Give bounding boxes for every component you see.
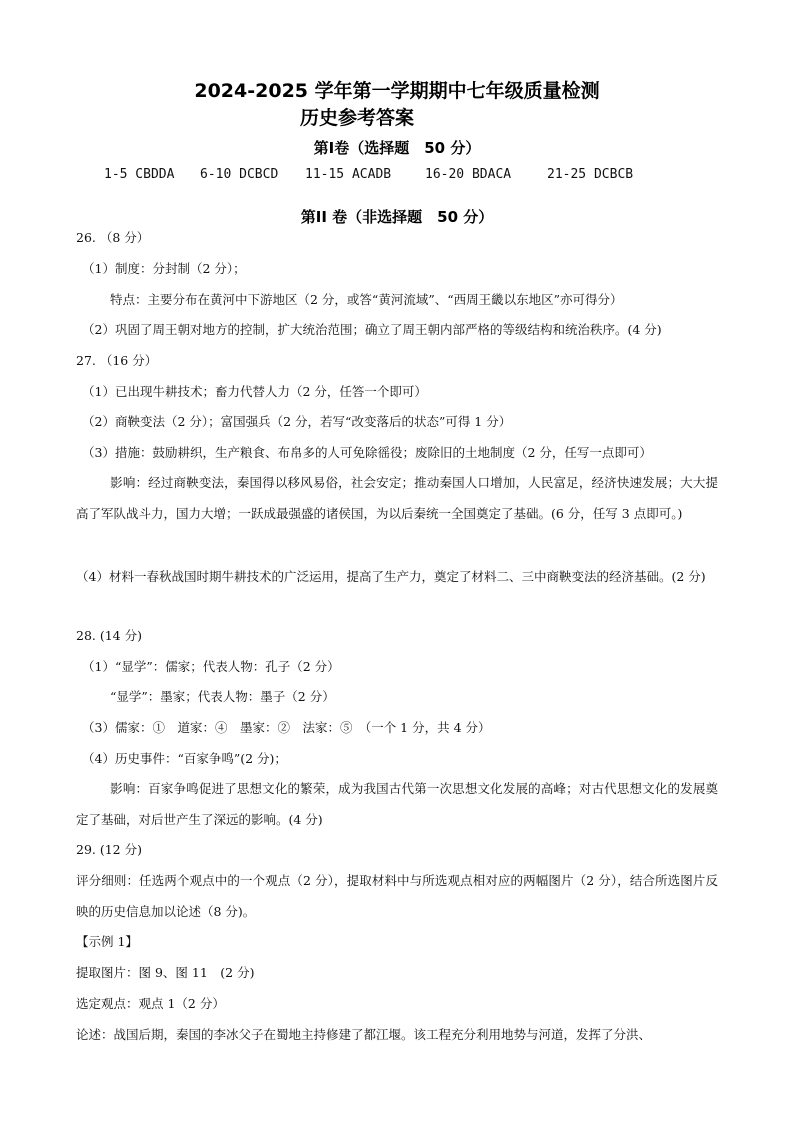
q28-heading: 28. (14 分) [76, 628, 142, 643]
q27-impact-text: 影响：经过商鞅变法，秦国得以移风易俗，社会安定；推动秦国人口增加，人民富足，经济快速发展；大大提高了军队战斗力，国力大增；一跃成最强盛的诸侯国，为以后秦统一全国奠定了基础。(6 分，任写 3 点即可。) [76, 475, 718, 521]
section-1-heading: 第Ⅰ卷（选择题 50 分） [313, 139, 481, 157]
q27-answer-4-text: （4）材料一春秋战国时期牛耕技术的广泛运用，提高了生产力，奠定了材料二、三中商鞅变法的经济基础。(2 分) [76, 569, 706, 584]
mc-answer-group: 16-20 BDACA [425, 167, 512, 182]
q29-pictures: 提取图片：图 9、图 11 (2 分) [76, 965, 255, 980]
q28-impact-text: 影响：百家争鸣促进了思想文化的繁荣，成为我国古代第一次思想文化发展的高峰；对古代思想文化的发展奠定了基础，对后世产生了深远的影响。(4 分) [76, 781, 718, 827]
document-subtitle: 历史参考答案 [299, 107, 414, 129]
q28-answer-4-impact [76, 773, 718, 835]
mc-answer-group: 6-10 DCBCD [200, 167, 279, 182]
q28-answer-4: （4）历史事件：“百家争鸣”(2 分)； [82, 751, 287, 766]
q29-argument: 论述：战国后期，秦国的李冰父子在蜀地主持修建了都江堰。该工程充分利用地势与河道，发挥了分洪、 [76, 1027, 652, 1042]
q29-viewpoint: 选定观点：观点 1（2 分） [76, 996, 225, 1011]
q27-answer-2: （2）商鞅变法（2 分）；富国强兵（2 分，若写“改变落后的状态”可得 1 分） [82, 414, 512, 429]
section-2-heading: 第II 卷（非选择题 50 分） [300, 208, 494, 226]
q29-scoring-rules [76, 865, 718, 927]
q28-answer-1b: “显学”：墨家；代表人物：墨子（2 分） [110, 689, 335, 704]
mc-answer-group: 11-15 ACADB [305, 167, 392, 182]
q28-answer-3: （3）儒家：① 道家：④ 墨家：② 法家：⑤ （一个 1 分，共 4 分） [82, 720, 491, 735]
q27-answer-1: （1）已出现牛耕技术；畜力代替人力（2 分，任答一个即可） [82, 384, 427, 399]
mc-answer-group: 1-5 CBDDA [104, 167, 175, 182]
q26-answer-1-feature: 特点：主要分布在黄河中下游地区（2 分，或答“黄河流域”、“西周王畿以东地区”亦可得分） [110, 292, 623, 307]
q29-rules-text: 评分细则：任选两个观点中的一个观点（2 分），提取材料中与所选观点相对应的两幅图片（2 分），结合所选图片反映的历史信息加以论述（8 分)。 [76, 873, 718, 919]
mc-answer-group: 21-25 DCBCB [547, 167, 634, 182]
q26-heading: 26. （8 分） [76, 230, 150, 245]
q29-example-label: 【示例 1】 [76, 934, 138, 949]
q27-answer-4 [76, 561, 718, 592]
q26-answer-1: （1）制度：分封制（2 分）； [82, 261, 246, 276]
q27-answer-3: （3）措施：鼓励耕织，生产粮食、布帛多的人可免除徭役；废除旧的土地制度（2 分，任写一点即可） [82, 445, 652, 460]
q29-heading: 29. (12 分) [76, 842, 142, 857]
q26-answer-2: （2）巩固了周王朝对地方的控制，扩大统治范围；确立了周王朝内部严格的等级结构和统治秩序。(4 分) [82, 322, 662, 337]
document-title: 2024-2025 学年第一学期期中七年级质量检测 [194, 80, 600, 102]
multiple-choice-answers [104, 167, 633, 182]
q27-heading: 27. （16 分） [76, 353, 158, 368]
q27-answer-3-impact [76, 467, 718, 529]
q28-answer-1: （1）“显学”：儒家；代表人物：孔子（2 分） [82, 659, 340, 674]
